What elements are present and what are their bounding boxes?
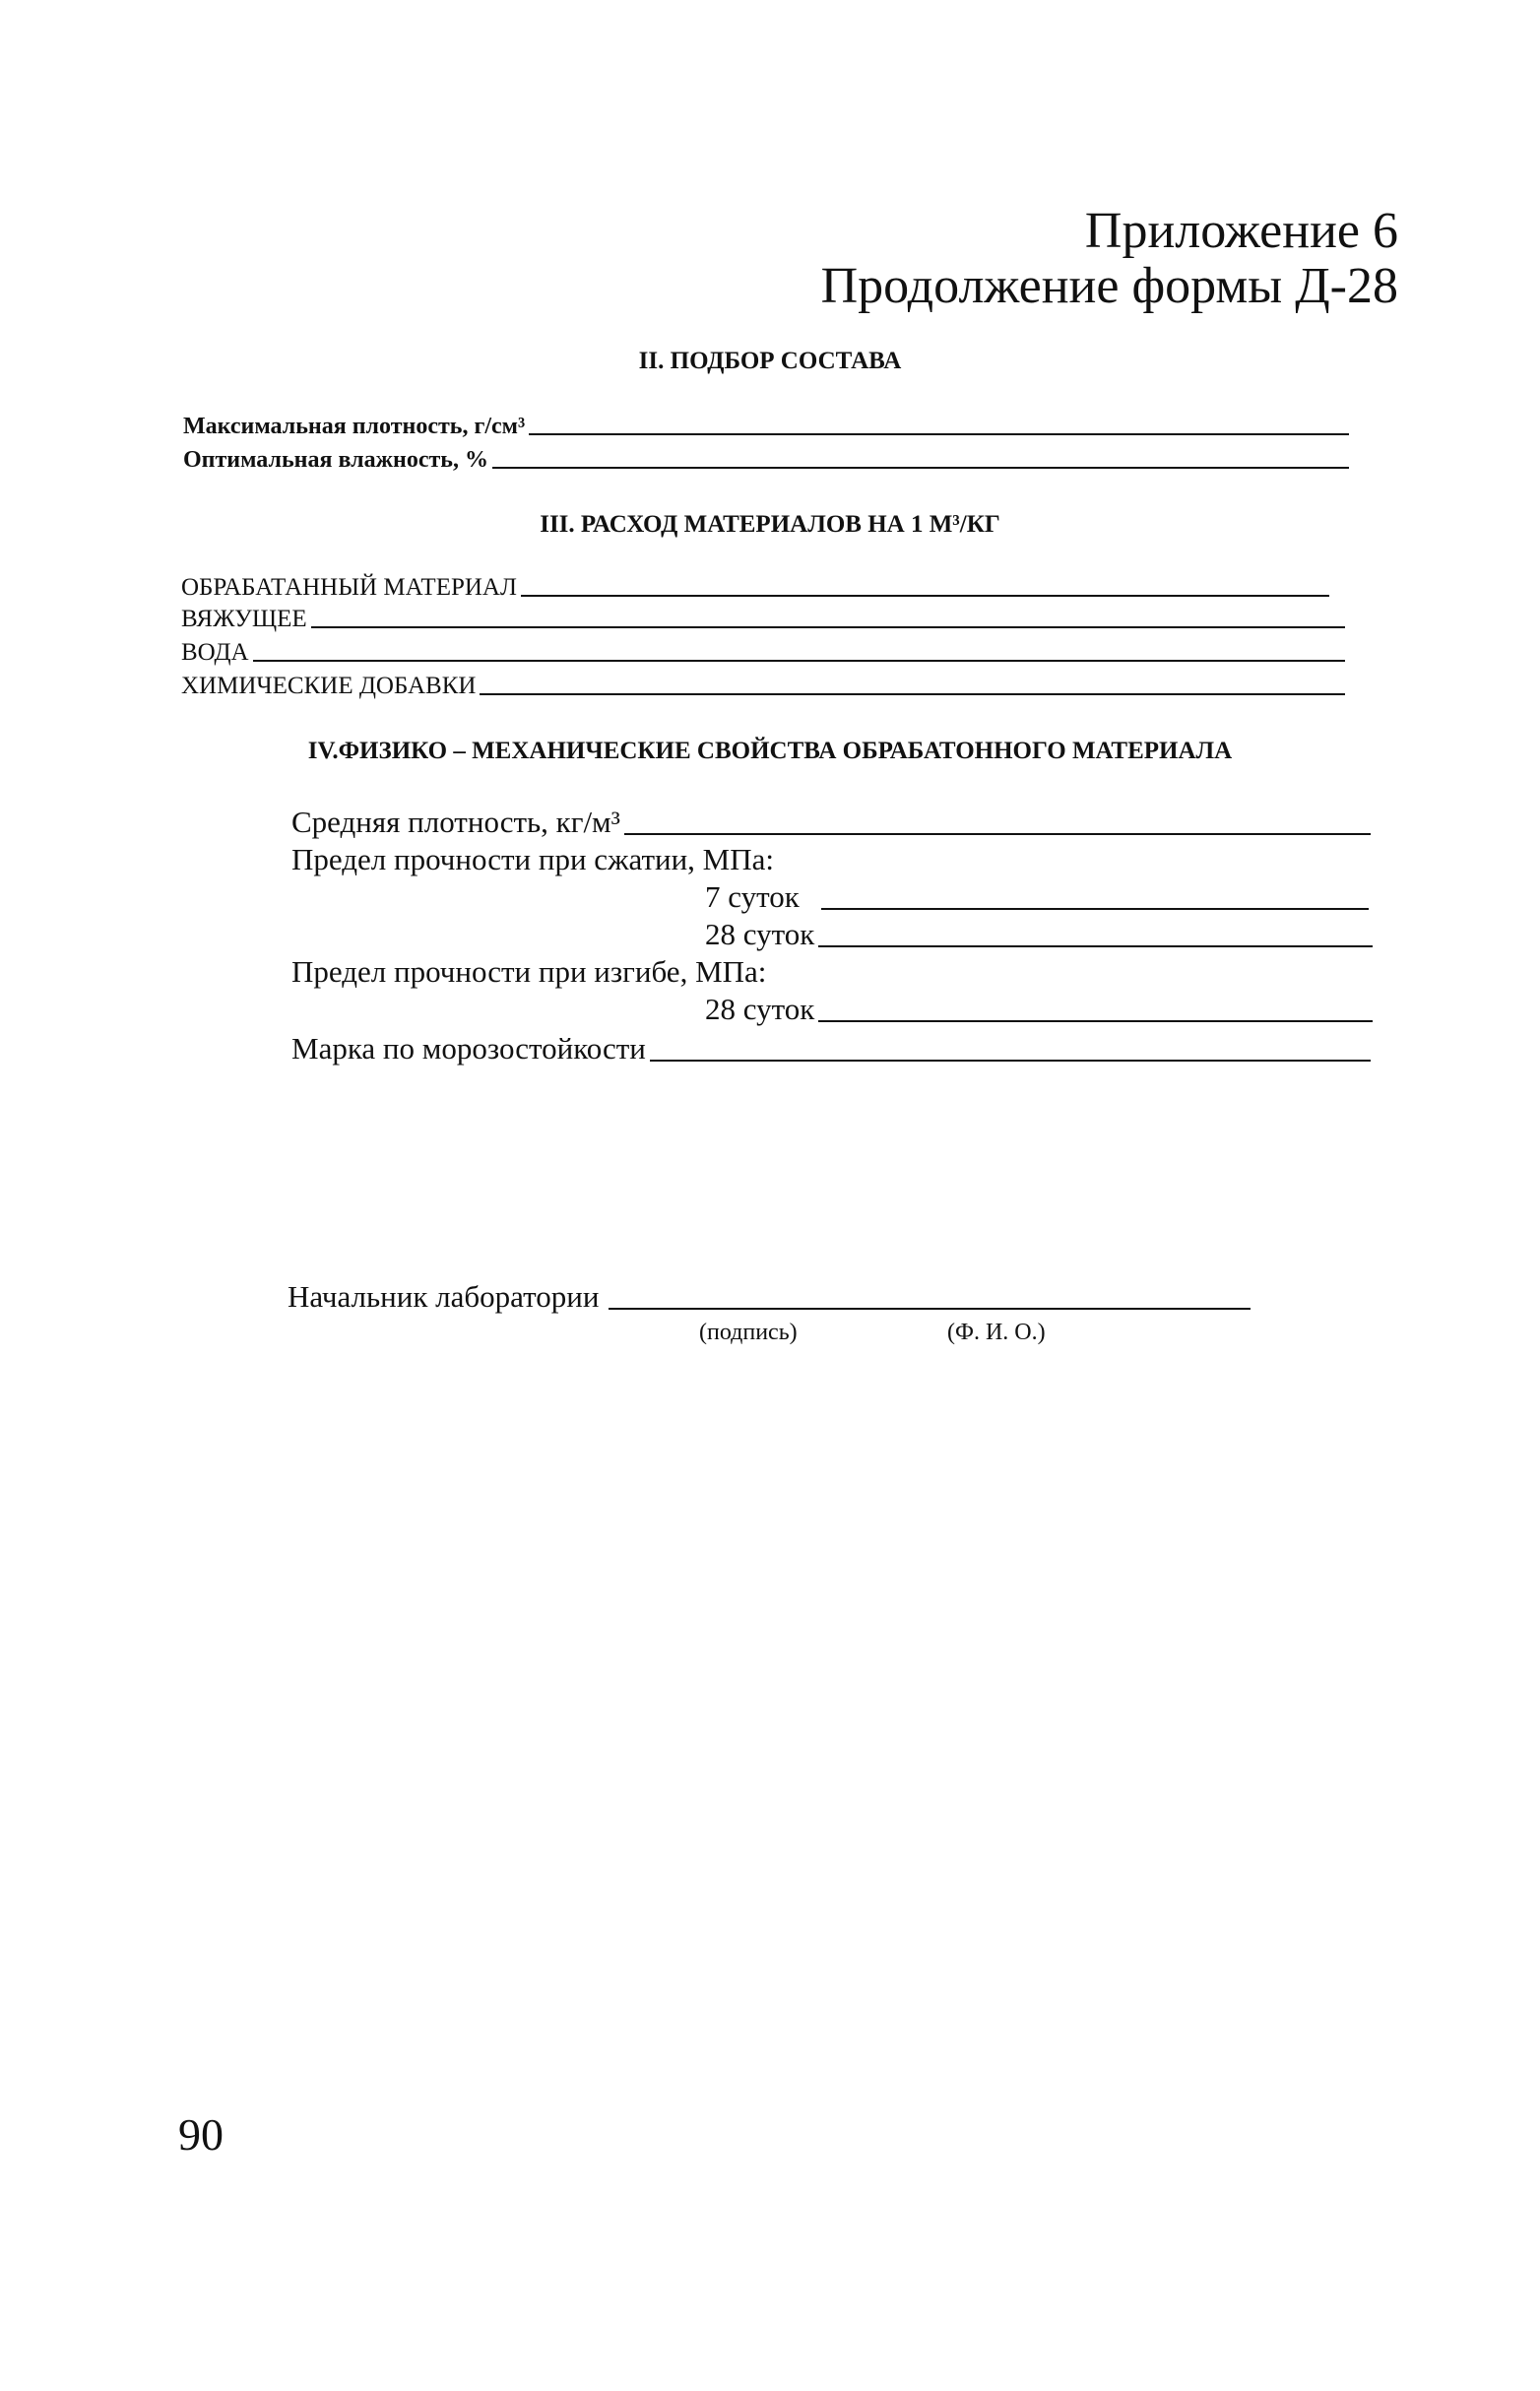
field-chem-additives-label: ХИМИЧЕСКИЕ ДОБАВКИ (181, 673, 477, 699)
field-avg-density-line[interactable] (624, 832, 1371, 835)
field-max-density (183, 412, 1349, 441)
field-frost-grade (291, 1030, 1371, 1067)
field-compression-28 (705, 916, 1373, 953)
field-compression-7-line[interactable] (821, 907, 1369, 910)
field-compression-7 (705, 878, 1369, 916)
field-lab-head-label: Начальник лаборатории (288, 1279, 600, 1314)
field-max-density-label: Максимальная плотность, г/см³ (183, 414, 526, 439)
field-bending-28-label: 28 суток (705, 992, 815, 1026)
section-4-title: IV.ФИЗИКО – МЕХАНИЧЕСКИЕ СВОЙСТВА ОБРАБАТОННОГО МАТЕРИАЛА (307, 738, 1233, 764)
field-compression-28-line[interactable] (818, 944, 1373, 947)
bending-strength-label: Предел прочности при изгибе, МПа: (291, 954, 767, 989)
section-3-title: III. РАСХОД МАТЕРИАЛОВ НА 1 М³/КГ (540, 511, 1000, 538)
signature-hint: (подпись) (699, 1320, 798, 1345)
field-binder (181, 605, 1345, 634)
field-avg-density (291, 804, 1371, 841)
field-compression-28-label: 28 суток (705, 917, 815, 951)
compression-strength-label: Предел прочности при сжатии, МПа: (291, 842, 774, 876)
section-2-title: II. ПОДБОР СОСТАВА (638, 348, 902, 374)
field-treated-material-label: ОБРАБАТАННЫЙ МАТЕРИАЛ (181, 574, 517, 601)
field-bending-28 (705, 991, 1373, 1028)
appendix-title: Приложение 6 (1084, 203, 1398, 259)
field-chem-additives-line[interactable] (480, 692, 1345, 695)
field-lab-head-line[interactable] (609, 1307, 1251, 1310)
field-binder-line[interactable] (311, 625, 1345, 628)
field-bending-28-line[interactable] (818, 1019, 1373, 1022)
field-treated-material-line[interactable] (521, 594, 1329, 597)
field-water (181, 638, 1345, 668)
field-frost-grade-label: Марка по морозостойкости (291, 1031, 646, 1066)
page-number: 90 (178, 2109, 224, 2160)
field-opt-moisture (183, 445, 1349, 475)
field-treated-material (181, 573, 1329, 603)
field-opt-moisture-label: Оптимальная влажность, % (183, 447, 488, 473)
form-continuation-title: Продолжение формы Д-28 (820, 258, 1398, 314)
field-water-label: ВОДА (181, 639, 249, 666)
name-hint: (Ф. И. О.) (947, 1320, 1046, 1345)
field-compression-7-label: 7 суток (705, 879, 800, 914)
field-avg-density-label: Средняя плотность, кг/м³ (291, 805, 620, 839)
field-binder-label: ВЯЖУЩЕЕ (181, 606, 307, 632)
field-lab-head (288, 1278, 1251, 1316)
field-max-density-line[interactable] (529, 432, 1349, 435)
field-opt-moisture-line[interactable] (492, 466, 1349, 469)
field-water-line[interactable] (253, 659, 1345, 662)
field-chem-additives (181, 672, 1345, 701)
field-frost-grade-line[interactable] (650, 1059, 1371, 1062)
